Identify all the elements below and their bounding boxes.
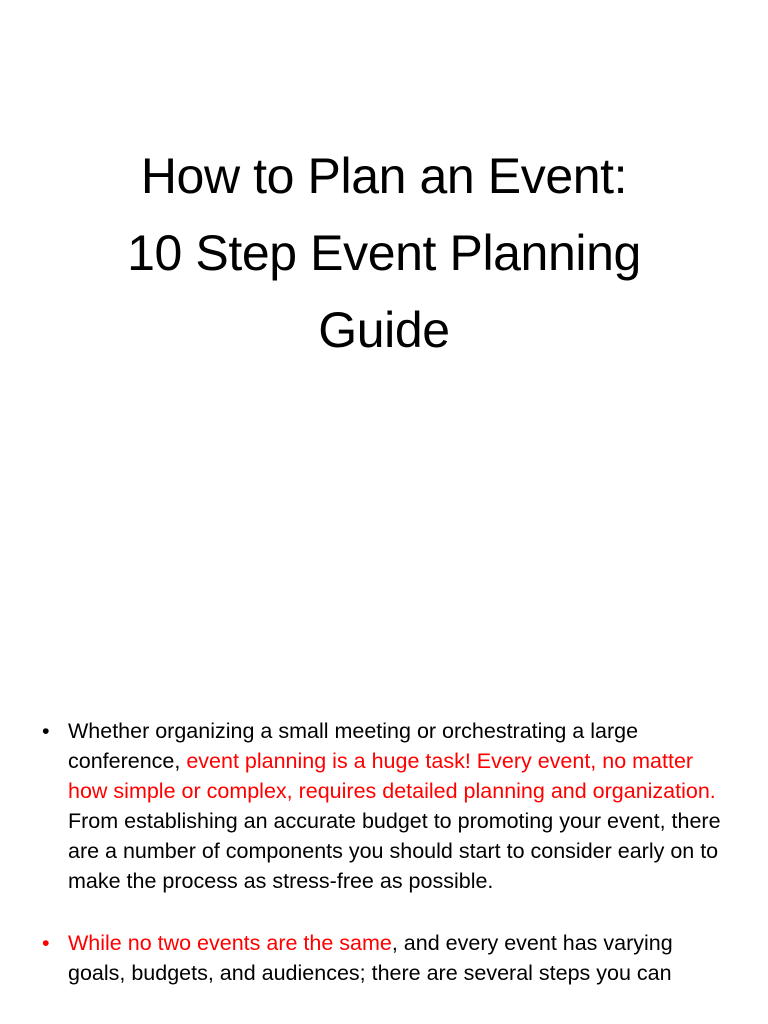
slide-title [40,138,728,369]
bullet-item-2 [0,928,768,988]
bullet-item-1 [0,716,768,896]
bullet-list [0,716,768,1020]
title-line-1: How to Plan an Event: [140,148,628,204]
bullet-1-text-part-1: Whether organizing a small meeting or orchestrating a large conference, [68,719,639,773]
bullet-1-text-part-2: event planning is a huge task! Every event, no matter how simple or complex, requires detailed planning and organization. [68,749,716,803]
title-line-3: Guide [318,302,450,358]
title-line-2: 10 Step Event Planning [127,225,641,281]
bullet-2-text-part-1: While no two events are the same [68,931,392,955]
bullet-marker: • [42,931,50,955]
bullet-2-text-part-2: , and every event has varying goals, budgets, and audiences; there are several steps you can [68,931,673,985]
bullet-1-text-part-3: From establishing an accurate budget to promoting your event, there are a number of components you should start to consider early on to make the process as stress-free as possible. [68,809,721,893]
bullet-marker: • [42,719,50,743]
